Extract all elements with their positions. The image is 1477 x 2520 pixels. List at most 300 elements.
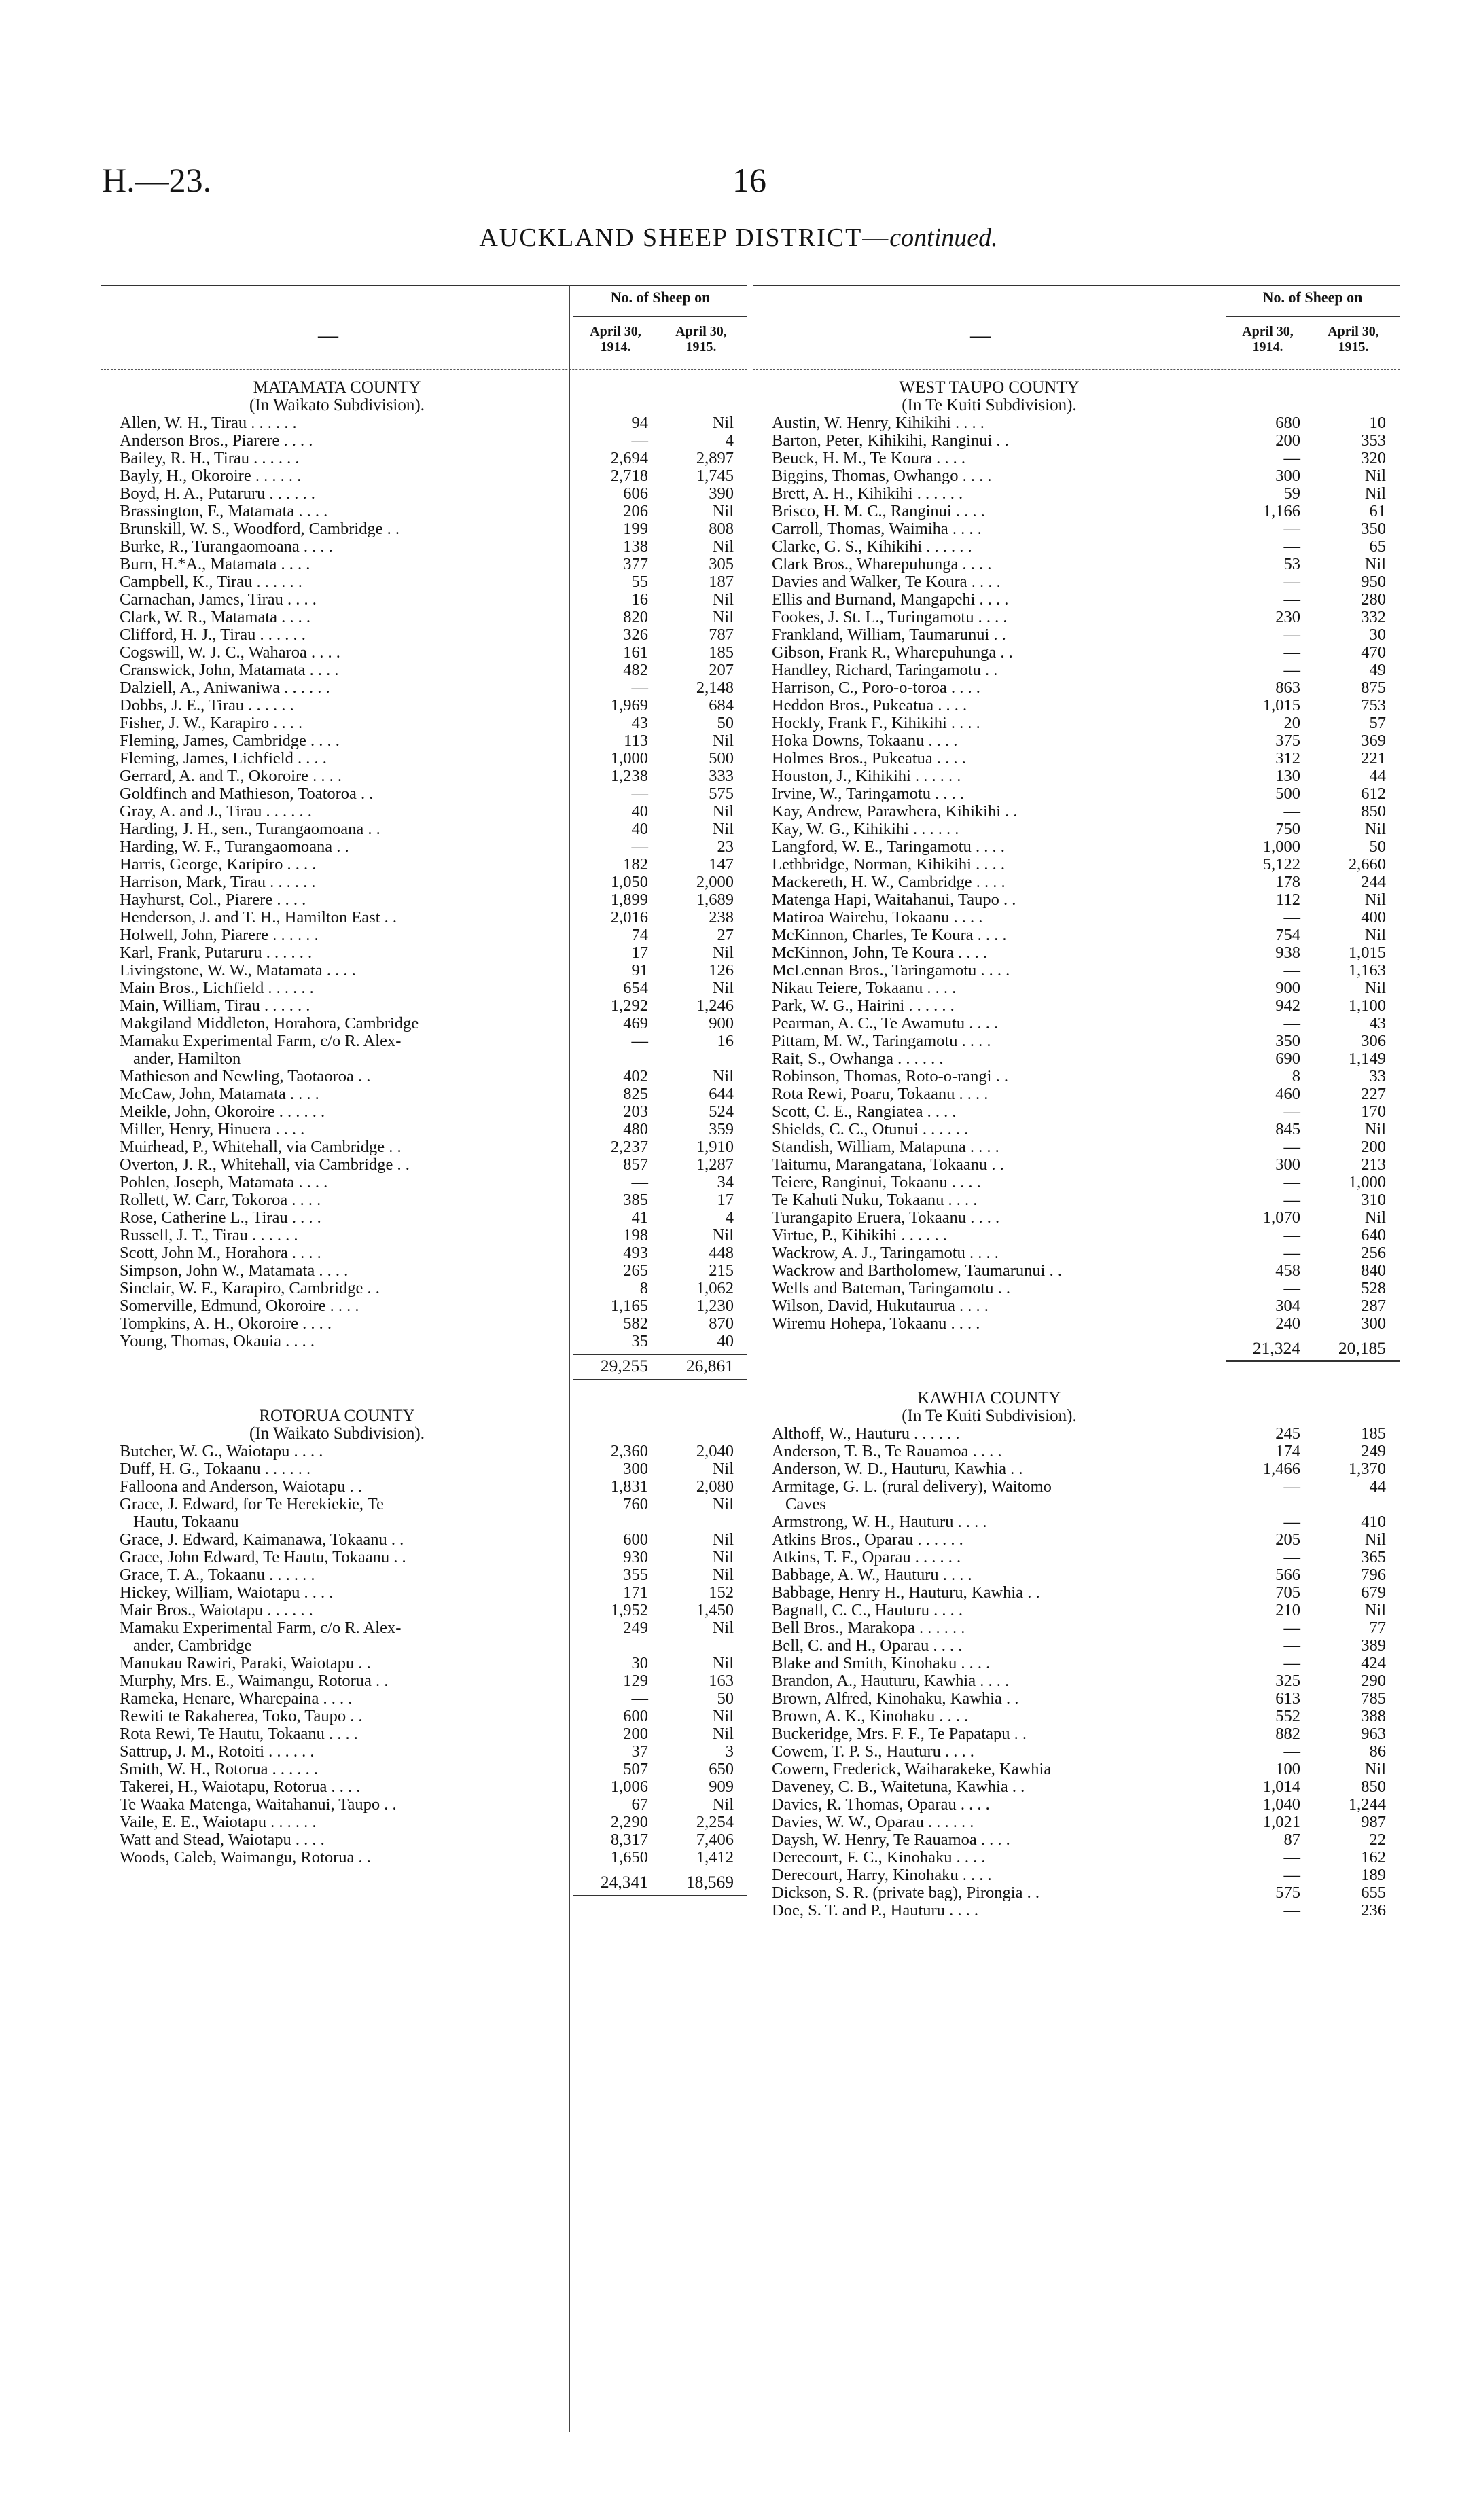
row-value-1915: 287 — [1361, 1297, 1386, 1315]
row-value-1915: 350 — [1361, 520, 1386, 538]
row-value-1914: — — [1283, 1014, 1300, 1032]
row-value-1914: 113 — [624, 732, 648, 750]
row-name: Brett, A. H., Kihikihi . . . . . . — [772, 485, 963, 503]
row-name: Hickey, William, Waiotapu . . . . — [120, 1584, 334, 1602]
county-heading — [101, 1407, 747, 1425]
row-value-1915: 213 — [1361, 1155, 1386, 1174]
row-value-1914: 2,694 — [610, 449, 648, 467]
row-value-1914: 20 — [1283, 714, 1300, 732]
table-row — [101, 962, 747, 979]
row-value-1915: 500 — [709, 749, 734, 768]
row-value-1915: 753 — [1361, 696, 1386, 715]
row-value-1914: 8 — [639, 1279, 648, 1297]
row-value-1914: — — [1283, 643, 1300, 662]
header-col-1914-line2: 1914. — [600, 340, 631, 355]
table-row — [753, 414, 1400, 432]
row-value-1915: 227 — [1361, 1085, 1386, 1103]
row-value-1914: 1,021 — [1262, 1813, 1300, 1831]
row-name: Hoka Downs, Tokaanu . . . . — [772, 732, 958, 750]
county-subdivision — [101, 397, 747, 414]
row-value-1914: 198 — [623, 1226, 648, 1244]
row-value-1914: 863 — [1275, 679, 1300, 697]
row-value-1914: 2,016 — [610, 908, 648, 926]
row-name: Bagnall, C. C., Hauturu . . . . — [772, 1602, 963, 1619]
row-name: Mamaku Experimental Farm, c/o R. Alex- — [120, 1032, 402, 1050]
row-name: Carroll, Thomas, Waimiha . . . . — [772, 520, 982, 538]
row-value-1914: 1,000 — [610, 749, 648, 768]
row-value-1914: 205 — [1275, 1530, 1300, 1549]
table-row — [753, 1015, 1400, 1032]
row-name: Rameka, Henare, Wharepaina . . . . — [120, 1690, 353, 1708]
table-row — [753, 1708, 1400, 1725]
table-row — [101, 1602, 747, 1619]
table-row — [101, 1460, 747, 1478]
table-row — [753, 1778, 1400, 1796]
row-value-1915: 679 — [1361, 1583, 1386, 1602]
table-row — [101, 1743, 747, 1761]
row-name: Heddon Bros., Pukeatua . . . . — [772, 697, 967, 715]
row-name: Daysh, W. Henry, Te Rauamoa . . . . — [772, 1831, 1010, 1849]
total-1915: 20,185 — [1338, 1338, 1386, 1358]
row-name: Daveney, C. B., Waitetuna, Kawhia . . — [772, 1778, 1025, 1796]
row-value-1915: 1,910 — [696, 1138, 734, 1156]
row-name: Clifford, H. J., Tirau . . . . . . — [120, 626, 306, 644]
row-value-1915: 50 — [717, 714, 734, 732]
row-name: Armstrong, W. H., Hauturu . . . . — [772, 1513, 987, 1531]
row-value-1914: 750 — [1275, 820, 1300, 838]
row-value-1914: — — [1283, 1173, 1300, 1191]
county-heading — [753, 1390, 1400, 1407]
header-col-1915 — [659, 324, 743, 355]
table-row — [753, 1460, 1400, 1478]
row-value-1915: 1,100 — [1348, 996, 1386, 1015]
row-name: Grace, John Edward, Te Hautu, Tokaanu . . — [120, 1549, 406, 1566]
row-value-1915: 470 — [1361, 643, 1386, 662]
row-value-1914: 8,317 — [610, 1831, 648, 1849]
row-value-1914: — — [1283, 590, 1300, 609]
row-value-1914: 200 — [623, 1725, 648, 1743]
row-value-1914: — — [631, 785, 648, 803]
table-row — [753, 1761, 1400, 1778]
row-name: Lethbridge, Norman, Kihikihi . . . . — [772, 856, 1005, 874]
table-row — [753, 785, 1400, 803]
row-value-1914: — — [1283, 1548, 1300, 1566]
row-name: Althoff, W., Hauturu . . . . . . — [772, 1425, 960, 1443]
spacer — [101, 370, 747, 379]
row-name: Sinclair, W. F., Karapiro, Cambridge . . — [120, 1280, 380, 1297]
row-name: Handley, Richard, Taringamotu . . — [772, 662, 998, 679]
row-name: McLennan Bros., Taringamotu . . . . — [772, 962, 1010, 979]
row-name: Butcher, W. G., Waiotapu . . . . — [120, 1443, 323, 1460]
row-name: Virtue, P., Kihikihi . . . . . . — [772, 1227, 947, 1244]
row-name: Cranswick, John, Matamata . . . . — [120, 662, 339, 679]
row-name: Cowem, T. P. S., Hauturu . . . . — [772, 1743, 974, 1761]
row-value-1914: 825 — [623, 1085, 648, 1103]
row-name: Matiroa Wairehu, Tokaanu . . . . — [772, 909, 983, 926]
table-row — [101, 662, 747, 679]
table-row — [753, 891, 1400, 909]
row-value-1915: 1,412 — [696, 1848, 734, 1867]
table-row — [101, 1297, 747, 1315]
table-row — [753, 803, 1400, 821]
table-row-continuation — [101, 1050, 747, 1068]
table-row — [101, 1209, 747, 1227]
row-value-1914: — — [1283, 1866, 1300, 1884]
row-value-1914: 1,006 — [610, 1778, 648, 1796]
table-row — [753, 944, 1400, 962]
row-name: Teiere, Ranginui, Tokaanu . . . . — [772, 1174, 981, 1191]
row-value-1914: 200 — [1275, 431, 1300, 450]
row-name: Davies, W. W., Oparau . . . . . . — [772, 1814, 974, 1831]
row-name: Livingstone, W. W., Matamata . . . . — [120, 962, 356, 979]
row-value-1914: 100 — [1275, 1760, 1300, 1778]
row-value-1914: 600 — [623, 1530, 648, 1549]
row-value-1914: — — [1283, 802, 1300, 821]
row-name: Rota Rewi, Poaru, Tokaanu . . . . — [772, 1085, 989, 1103]
row-value-1915: Nil — [1364, 1601, 1386, 1619]
row-value-1915: 320 — [1361, 449, 1386, 467]
row-value-1915: 1,689 — [696, 890, 734, 909]
row-name: Bell Bros., Marakopa . . . . . . — [772, 1619, 965, 1637]
row-name: Pittam, M. W., Taringamotu . . . . — [772, 1032, 991, 1050]
row-name: Davies, R. Thomas, Oparau . . . . — [772, 1796, 990, 1814]
county-subdivision — [753, 397, 1400, 414]
row-value-1915: 909 — [709, 1778, 734, 1796]
table-row — [753, 591, 1400, 609]
county-subdivision-text: (In Te Kuiti Subdivision). — [902, 397, 1077, 414]
county-heading — [101, 379, 747, 397]
row-value-1914: 458 — [1275, 1261, 1300, 1280]
row-value-1915: 50 — [717, 1689, 734, 1708]
row-value-1914: — — [1283, 1477, 1300, 1496]
row-value-1914: — — [1283, 573, 1300, 591]
row-value-1915: 207 — [709, 661, 734, 679]
row-value-1914: 566 — [1275, 1566, 1300, 1584]
row-name: Somerville, Edmund, Okoroire . . . . — [120, 1297, 359, 1315]
row-value-1914: 40 — [631, 820, 648, 838]
row-value-1914: — — [631, 1173, 648, 1191]
header-rule — [573, 316, 747, 317]
row-name: Scott, C. E., Rangiatea . . . . — [772, 1103, 957, 1121]
row-name: Grace, J. Edward, for Te Herekiekie, Te — [120, 1496, 384, 1513]
county-subdivision-text: (In Waikato Subdivision). — [249, 397, 425, 414]
row-value-1915: Nil — [712, 608, 734, 626]
row-value-1914: 460 — [1275, 1085, 1300, 1103]
row-value-1914: 210 — [1275, 1601, 1300, 1619]
table-row — [101, 803, 747, 821]
table-row — [753, 697, 1400, 715]
row-value-1915: 290 — [1361, 1672, 1386, 1690]
row-value-1914: 130 — [1275, 767, 1300, 785]
row-value-1915: 388 — [1361, 1707, 1386, 1725]
row-value-1915: 332 — [1361, 608, 1386, 626]
row-value-1914: — — [1283, 1226, 1300, 1244]
row-value-1915: 310 — [1361, 1191, 1386, 1209]
row-name: Gray, A. and J., Tirau . . . . . . — [120, 803, 312, 821]
table-row — [101, 1531, 747, 1549]
table-row — [753, 662, 1400, 679]
row-value-1914: 1,292 — [610, 996, 648, 1015]
row-value-1915: 185 — [1361, 1424, 1386, 1443]
table-row — [101, 1032, 747, 1050]
row-name: Sattrup, J. M., Rotoiti . . . . . . — [120, 1743, 315, 1761]
row-value-1914: 326 — [623, 626, 648, 644]
table-row — [753, 1174, 1400, 1191]
row-value-1915: 22 — [1369, 1831, 1386, 1849]
row-value-1914: 690 — [1275, 1049, 1300, 1068]
row-name: Fookes, J. St. L., Turingamotu . . . . — [772, 609, 1008, 626]
row-value-1915: 1,230 — [696, 1297, 734, 1315]
row-name: Houston, J., Kihikihi . . . . . . — [772, 768, 961, 785]
row-value-1915: Nil — [712, 979, 734, 997]
row-name: Allen, W. H., Tirau . . . . . . — [120, 414, 297, 432]
header-group-label: No. of Sheep on — [610, 289, 711, 306]
row-value-1914: 930 — [623, 1548, 648, 1566]
spacer — [753, 1360, 1400, 1390]
row-value-1915: Nil — [712, 1460, 734, 1478]
total-1914: 29,255 — [600, 1356, 648, 1375]
row-value-1915: 162 — [1361, 1848, 1386, 1867]
table-row — [101, 838, 747, 856]
row-value-1914: 1,899 — [610, 890, 648, 909]
row-value-1915: 3 — [725, 1742, 734, 1761]
table-row — [101, 997, 747, 1015]
row-value-1915: Nil — [712, 820, 734, 838]
row-value-1915: Nil — [712, 1226, 734, 1244]
row-name: Grace, T. A., Tokaanu . . . . . . — [120, 1566, 315, 1584]
total-1915: 18,569 — [686, 1872, 734, 1892]
table-row — [101, 715, 747, 732]
row-value-1915: Nil — [712, 1566, 734, 1584]
row-value-1914: 178 — [1275, 873, 1300, 891]
row-value-1915: 187 — [709, 573, 734, 591]
row-value-1915: Nil — [1364, 979, 1386, 997]
header-col-1914 — [573, 324, 658, 355]
row-name: Muirhead, P., Whitehall, via Cambridge . . — [120, 1138, 402, 1156]
row-value-1915: 900 — [709, 1014, 734, 1032]
row-value-1914: 507 — [623, 1760, 648, 1778]
row-value-1915: 152 — [709, 1583, 734, 1602]
total-row — [753, 1337, 1400, 1360]
row-value-1914: — — [631, 1689, 648, 1708]
row-value-1915: 528 — [1361, 1279, 1386, 1297]
row-value-1914: 312 — [1275, 749, 1300, 768]
table-row — [101, 1333, 747, 1350]
row-value-1914: 249 — [623, 1619, 648, 1637]
row-value-1914: 1,466 — [1262, 1460, 1300, 1478]
page-reference: H.—23. — [102, 161, 212, 199]
row-value-1915: 305 — [709, 555, 734, 573]
row-value-1914: 654 — [623, 979, 648, 997]
row-value-1915: 640 — [1361, 1226, 1386, 1244]
row-value-1915: 787 — [709, 626, 734, 644]
row-name: Derecourt, Harry, Kinohaku . . . . — [772, 1867, 992, 1884]
table-row — [101, 1227, 747, 1244]
row-value-1914: 91 — [631, 961, 648, 979]
row-name: Wells and Bateman, Taringamotu . . — [772, 1280, 1011, 1297]
row-value-1914: — — [1283, 1102, 1300, 1121]
table-row — [753, 874, 1400, 891]
table-row — [101, 1068, 747, 1085]
row-name: Ellis and Burnand, Mangapehi . . . . — [772, 591, 1009, 609]
table-row — [101, 1015, 747, 1032]
table-row — [101, 1174, 747, 1191]
row-value-1914: 138 — [623, 537, 648, 556]
row-value-1915: 400 — [1361, 908, 1386, 926]
county-subdivision — [753, 1407, 1400, 1425]
row-name: Wiremu Hohepa, Tokaanu . . . . — [772, 1315, 980, 1333]
table-row — [753, 538, 1400, 556]
table-row — [101, 1191, 747, 1209]
row-value-1915: 185 — [709, 643, 734, 662]
row-name: Frankland, William, Taumarunui . . — [772, 626, 1006, 644]
total-1914: 21,324 — [1252, 1338, 1300, 1358]
row-value-1914: 1,165 — [610, 1297, 648, 1315]
row-value-1915: 1,450 — [696, 1601, 734, 1619]
table-row — [753, 1796, 1400, 1814]
row-value-1914: — — [1283, 1654, 1300, 1672]
table-row — [101, 1478, 747, 1496]
row-value-1915: Nil — [712, 1707, 734, 1725]
row-name: Hautu, Tokaanu — [133, 1513, 239, 1531]
table-row — [101, 732, 747, 750]
table-row — [101, 414, 747, 432]
row-name: Atkins, T. F., Oparau . . . . . . — [772, 1549, 961, 1566]
row-name: Vaile, E. E., Waiotapu . . . . . . — [120, 1814, 317, 1831]
row-name: Anderson, W. D., Hauturu, Kawhia . . — [772, 1460, 1023, 1478]
row-name: Derecourt, F. C., Kinohaku . . . . — [772, 1849, 986, 1867]
table-row — [101, 979, 747, 997]
row-name: Harding, W. F., Turangaomoana . . — [120, 838, 349, 856]
row-name: Brassington, F., Matamata . . . . — [120, 503, 328, 520]
row-value-1915: 7,406 — [696, 1831, 734, 1849]
table-row — [101, 1708, 747, 1725]
county-subdivision-text: (In Waikato Subdivision). — [249, 1425, 425, 1443]
row-name: Dickson, S. R. (private bag), Pirongia . . — [772, 1884, 1039, 1902]
table-row — [753, 997, 1400, 1015]
row-value-1914: 1,238 — [610, 767, 648, 785]
table-row-continuation — [753, 1496, 1400, 1513]
row-value-1915: 1,000 — [1348, 1173, 1386, 1191]
row-value-1915: 50 — [1369, 838, 1386, 856]
row-value-1915: 33 — [1369, 1067, 1386, 1085]
row-name: Gerrard, A. and T., Okoroire . . . . — [120, 768, 342, 785]
table-row — [753, 1227, 1400, 1244]
row-value-1915: 655 — [1361, 1884, 1386, 1902]
row-value-1915: 61 — [1369, 502, 1386, 520]
row-name: Babbage, Henry H., Hauturu, Kawhia . . — [772, 1584, 1040, 1602]
header-col-1915-line2: 1915. — [686, 340, 717, 355]
table-row — [753, 1068, 1400, 1085]
table-row — [101, 750, 747, 768]
row-value-1915: Nil — [1364, 820, 1386, 838]
row-value-1914: 112 — [1276, 890, 1300, 909]
row-name: Rait, S., Owhanga . . . . . . — [772, 1050, 944, 1068]
row-value-1914: 760 — [623, 1495, 648, 1513]
table-row — [101, 768, 747, 785]
row-value-1914: — — [1283, 1191, 1300, 1209]
row-value-1915: Nil — [712, 1795, 734, 1814]
row-name: Davies and Walker, Te Koura . . . . — [772, 573, 1001, 591]
row-name: ander, Hamilton — [133, 1050, 241, 1068]
row-value-1915: 43 — [1369, 1014, 1386, 1032]
row-value-1915: Nil — [712, 1725, 734, 1743]
row-value-1915: 850 — [1361, 802, 1386, 821]
row-name: Te Waaka Matenga, Waitahanui, Taupo . . — [120, 1796, 397, 1814]
table-row — [101, 874, 747, 891]
row-value-1915: 49 — [1369, 661, 1386, 679]
row-value-1915: 40 — [717, 1332, 734, 1350]
page-title-main: AUCKLAND SHEEP DISTRICT— — [479, 223, 890, 252]
row-name: Holmes Bros., Pukeatua . . . . — [772, 750, 966, 768]
table-row — [101, 679, 747, 697]
row-value-1915: 448 — [709, 1244, 734, 1262]
table-row — [101, 697, 747, 715]
table-row — [101, 1690, 747, 1708]
row-name: Clark Bros., Wharepuhunga . . . . — [772, 556, 992, 573]
row-name: Wackrow, A. J., Taringamotu . . . . — [772, 1244, 999, 1262]
row-value-1915: 2,000 — [696, 873, 734, 891]
row-name: Overton, J. R., Whitehall, via Cambridge . . — [120, 1156, 410, 1174]
row-value-1915: 524 — [709, 1102, 734, 1121]
total-row — [101, 1871, 747, 1894]
row-value-1915: Nil — [1364, 484, 1386, 503]
table-row — [753, 1443, 1400, 1460]
table-row — [753, 573, 1400, 591]
table-row — [753, 856, 1400, 874]
row-value-1915: 244 — [1361, 873, 1386, 891]
row-value-1914: 1,831 — [610, 1477, 648, 1496]
table-row — [753, 1884, 1400, 1902]
table-row — [753, 821, 1400, 838]
table-row — [101, 1121, 747, 1138]
row-value-1914: 500 — [1275, 785, 1300, 803]
table-row — [753, 1244, 1400, 1262]
row-value-1915: 189 — [1361, 1866, 1386, 1884]
table-row — [753, 644, 1400, 662]
table-row — [753, 838, 1400, 856]
table-row — [753, 1831, 1400, 1849]
row-value-1914: 325 — [1275, 1672, 1300, 1690]
table-row — [753, 1814, 1400, 1831]
row-value-1914: 754 — [1275, 926, 1300, 944]
row-value-1914: 43 — [631, 714, 648, 732]
row-name: Standish, William, Matapuna . . . . — [772, 1138, 999, 1156]
row-value-1915: 44 — [1369, 767, 1386, 785]
row-name: Tompkins, A. H., Okoroire . . . . — [120, 1315, 332, 1333]
row-name: Grace, J. Edward, Kaimanawa, Tokaanu . . — [120, 1531, 404, 1549]
header-col-1914-line2: 1914. — [1252, 340, 1283, 355]
table-row — [753, 1209, 1400, 1227]
row-value-1915: 840 — [1361, 1261, 1386, 1280]
table-row — [753, 715, 1400, 732]
row-value-1914: 705 — [1275, 1583, 1300, 1602]
row-value-1915: Nil — [712, 943, 734, 962]
row-value-1915: 963 — [1361, 1725, 1386, 1743]
row-value-1914: 575 — [1275, 1884, 1300, 1902]
row-value-1915: Nil — [712, 802, 734, 821]
table-row — [101, 591, 747, 609]
row-value-1914: 1,050 — [610, 873, 648, 891]
row-value-1915: Nil — [712, 1495, 734, 1513]
row-name: Scott, John M., Horahora . . . . — [120, 1244, 321, 1262]
row-value-1915: Nil — [712, 732, 734, 750]
row-name: Caves — [785, 1496, 826, 1513]
table-row — [753, 1156, 1400, 1174]
row-value-1914: 206 — [623, 502, 648, 520]
row-value-1914: — — [1283, 1619, 1300, 1637]
row-value-1914: 375 — [1275, 732, 1300, 750]
